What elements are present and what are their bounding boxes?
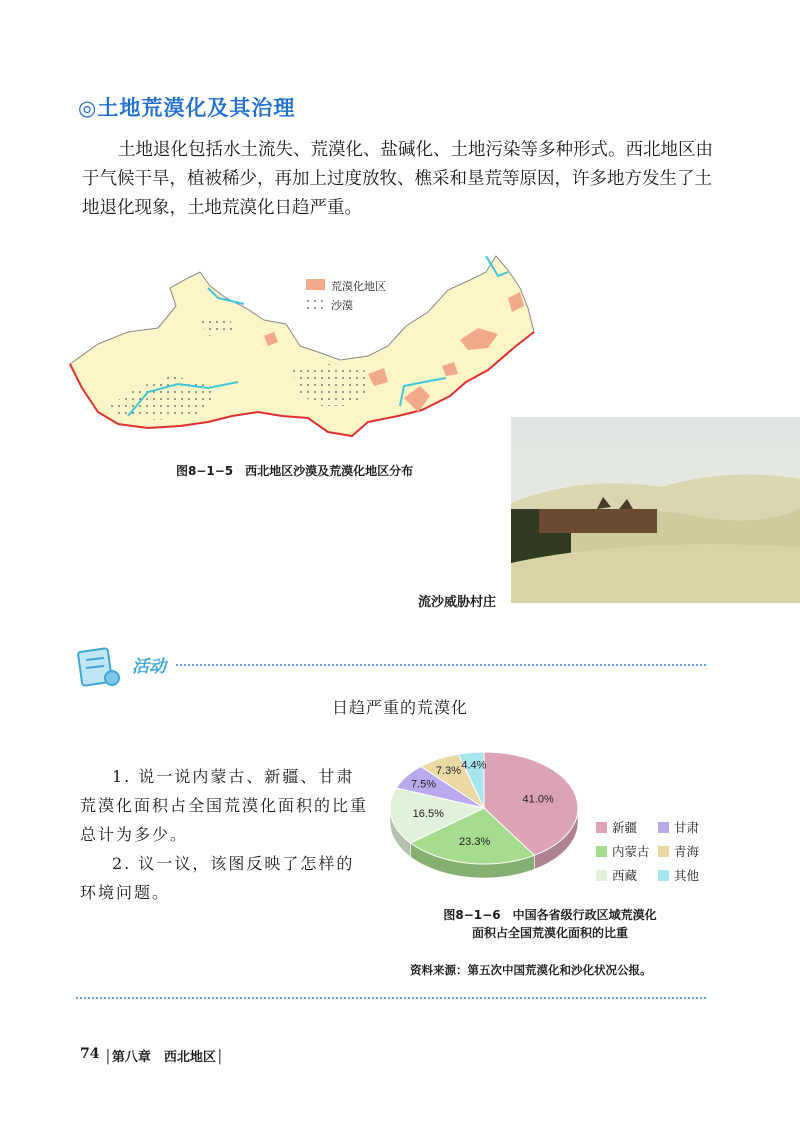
page-number: 74: [80, 1046, 100, 1062]
chapter-label: │第八章 西北地区│: [104, 1050, 224, 1065]
legend-label: 新疆: [612, 820, 638, 835]
pie-label-西藏: 16.5%: [412, 808, 444, 821]
map-legend-desertified-label: 荒漠化地区: [331, 280, 386, 293]
legend-item-西藏: [596, 866, 637, 884]
pie-caption-line-2: 面积占全国荒漠化面积的比重: [471, 926, 628, 940]
legend-label: 西藏: [612, 868, 638, 883]
legend-swatch: [658, 846, 669, 857]
legend-swatch: [658, 822, 669, 833]
legend-item-甘肃: [658, 818, 699, 836]
map-caption: 图8−1−5 西北地区沙漠及荒漠化地区分布: [176, 464, 414, 478]
legend-swatch: [596, 870, 607, 881]
legend-swatch: [596, 846, 607, 857]
legend-swatch: [658, 870, 669, 881]
activity-divider: [176, 664, 706, 666]
legend-item-新疆: [596, 818, 637, 836]
legend-label: 其他: [674, 868, 700, 883]
source-note: 资料来源：第五次中国荒漠化和沙化状况公报。: [410, 963, 652, 977]
pie-label-内蒙古: 23.3%: [459, 836, 491, 849]
pie-label-新疆: 41.0%: [522, 793, 554, 806]
activity-notebook-icon: [76, 646, 122, 688]
photo-caption: 流沙威胁村庄: [418, 595, 497, 610]
legend-desertified-swatch: [306, 279, 325, 290]
activity-title: 日趋严重的荒漠化: [331, 698, 468, 717]
sand-dune-photo: [511, 417, 800, 603]
legend-desert-swatch: [306, 298, 325, 309]
map-legend-desert-label: 沙漠: [331, 299, 353, 312]
pie-label-其他: 4.4%: [461, 759, 487, 772]
legend-item-其他: [658, 866, 699, 884]
activity-questions: [80, 762, 370, 907]
bottom-divider: [76, 997, 706, 999]
question-1: 1. 说一说内蒙古、新疆、甘肃荒漠化面积占全国荒漠化面积的比重总计为多少。: [80, 767, 369, 844]
pie-label-青海: 7.3%: [435, 764, 462, 777]
legend-label: 甘肃: [674, 820, 700, 835]
pie-caption: [410, 906, 690, 942]
question-2: 2. 议一议，该图反映了怎样的环境问题。: [80, 854, 355, 902]
legend-swatch: [596, 822, 607, 833]
pie-caption-line-1: 图8−1−6 中国各省级行政区域荒漠化: [443, 908, 657, 922]
legend-item-青海: [658, 842, 699, 860]
legend-item-内蒙古: [596, 842, 650, 860]
pie-label-甘肃: 7.5%: [410, 778, 437, 791]
intro-paragraph: 土地退化包括水土流失、荒漠化、盐碱化、土地污染等多种形式。西北地区由于气候干旱，植被稀少，再加上过度放牧、樵采和垦荒等原因，许多地方发生了土地退化现象，土地荒漠化日趋严重。: [82, 140, 713, 218]
northwest-map: [68, 236, 540, 442]
legend-label: 内蒙古: [612, 844, 650, 859]
desertification-pie-chart: [384, 746, 584, 892]
section-title: ◎土地荒漠化及其治理: [78, 96, 296, 120]
legend-label: 青海: [674, 844, 700, 859]
activity-label: 活动: [132, 657, 166, 677]
